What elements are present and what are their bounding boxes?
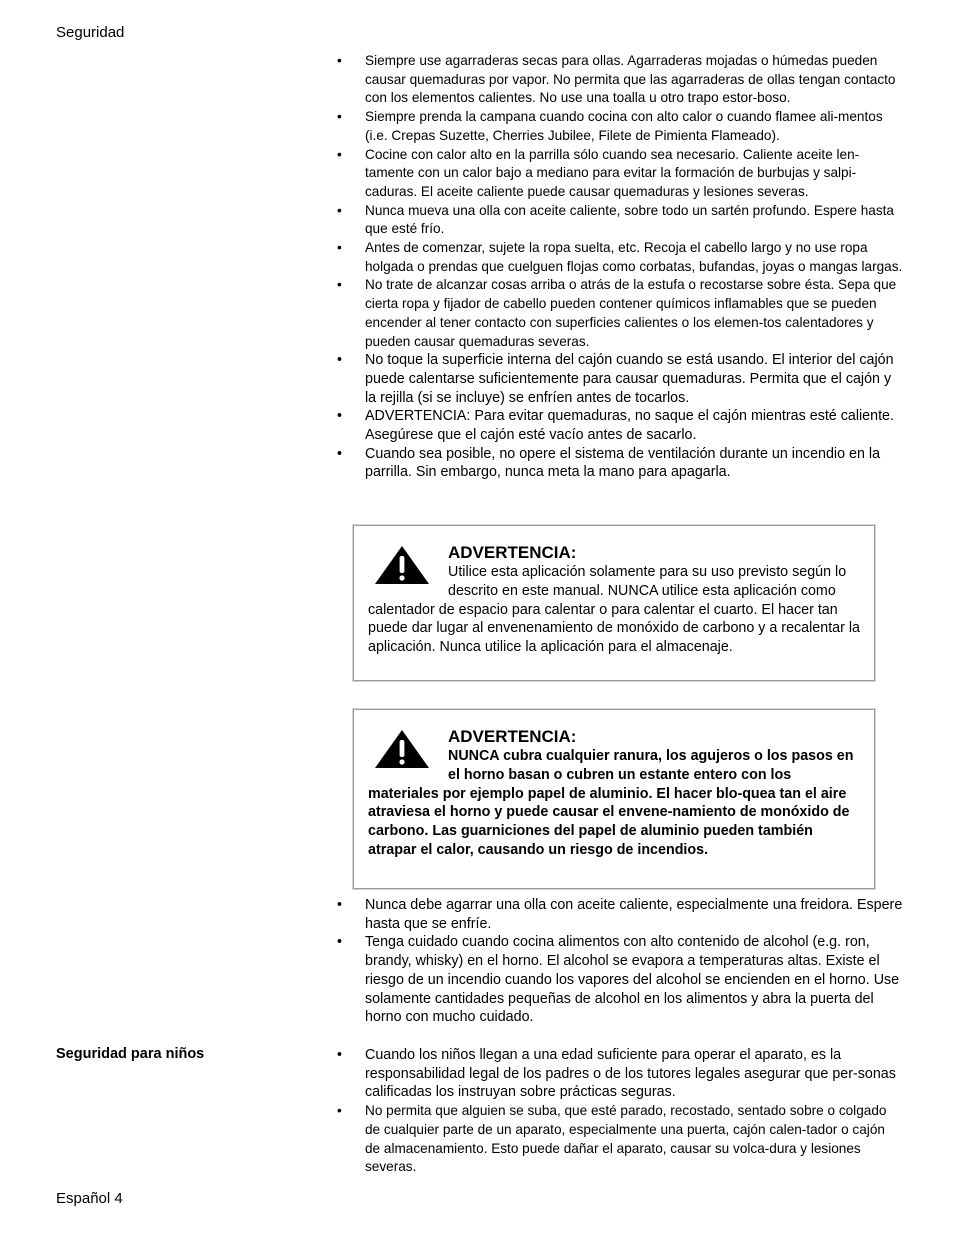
warning-box-cover-slots xyxy=(353,709,875,889)
warning-triangle-icon xyxy=(372,728,432,770)
safety-list-middle xyxy=(337,896,903,1027)
list-item: • No permita que alguien se suba, que esté parado, recostado, sentado sobre o colgado de cualquier parte de un aparato, especialmente una puerta, cajón calen-tador o cajón de almacenamiento. Esto puede dañar el aparato, causar su volca-dura y lesiones severas. xyxy=(337,1102,903,1177)
list-item: • Nunca mueva una olla con aceite caliente, sobre todo un sartén profundo. Espere hasta que esté frío. xyxy=(337,202,903,239)
safety-list-top xyxy=(337,52,903,482)
warning-text: NUNCA cubra cualquier ranura, los agujeros o los pasos en el horno basan o cubren un estante entero con los materiales por ejemplo papel de aluminio. El hacer blo-quea tan el aire atraviesa el horno y puede causar el envene-namiento de monóxido de carbono. Las guarniciones del papel de aluminio pueden también atrapar el calor, causando un riesgo de incendios. xyxy=(368,748,854,858)
list-item: • Antes de comenzar, sujete la ropa suelta, etc. Recoja el cabello largo y no use ropa holgada o prendas que cuelguen flojas como corbatas, bufandas, joyas o mangas largas. xyxy=(337,239,903,276)
warning-box-space-heater xyxy=(353,525,875,681)
list-item: • No toque la superficie interna del cajón cuando se está usando. El interior del cajón puede calentarse suficientemente para causar quemaduras. Permita que el cajón y la rejilla (si se incluye) se enfríen antes de tocarlos. xyxy=(337,351,903,407)
list-item: • Siempre prenda la campana cuando cocina con alto calor o cuando flamee ali-mentos (i.e. Crepas Suzette, Cherries Jubilee, Filete de Pimienta Flameado). xyxy=(337,108,903,145)
list-item: • Tenga cuidado cuando cocina alimentos con alto contenido de alcohol (e.g. ron, brandy, whisky) en el horno. El alcohol se evapora a temperaturas altas. Existe el riesgo de un incendio cuando los vapores del alcohol se encienden en el horno. Use solamente cantidades pequeñas de alcohol en los alimentos y abra la puerta del horno con mucho cuidado. xyxy=(337,933,903,1027)
list-item: • Siempre use agarraderas secas para ollas. Agarraderas mojadas o húmedas pueden causar quemaduras por vapor. No permita que las agarraderas de ollas tengan contacto con los elementos calientes. No use una toalla u otro trapo estor-boso. xyxy=(337,52,903,108)
list-item: • Nunca debe agarrar una olla con aceite caliente, especialmente una freidora. Espere hasta que se enfríe. xyxy=(337,896,903,933)
page-footer-number: Español 4 xyxy=(56,1190,123,1207)
list-item: • No trate de alcanzar cosas arriba o atrás de la estufa o recostarse sobre ésta. Sepa que cierta ropa y fijador de cabello pueden contener químicos inflamables que se pueden encender al tener contacto con superficies calientes o los elemen-tos calentadores y pueden causar quemaduras severas. xyxy=(337,276,903,351)
page-header-section: Seguridad xyxy=(56,24,125,41)
list-item: • Cocine con calor alto en la parrilla sólo cuando sea necesario. Caliente aceite len-tamente con un calor bajo a mediano para evitar la formación de burbujas y salpi-caduras. El aceite caliente puede causar quemaduras y lesiones severas. xyxy=(337,146,903,202)
list-item: • Cuando sea posible, no opere el sistema de ventilación durante un incendio en la parrilla. Sin embargo, nunca meta la mano para apagarla. xyxy=(337,445,903,482)
children-safety-list xyxy=(337,1046,903,1177)
warning-triangle-icon xyxy=(372,544,432,586)
warning-text: Utilice esta aplicación solamente para su uso previsto según lo descrito en este manual. NUNCA utilice esta aplicación como calentador de espacio para calentar o para calentar el cuarto. El hacer tan puede dar lugar al envenenamiento de monóxido de carbono y a recalentar la aplicación. Nunca utilice la aplicación para el almacenaje. xyxy=(368,564,860,656)
list-item: • ADVERTENCIA: Para evitar quemaduras, no saque el cajón mientras esté caliente. Asegúrese que el cajón esté vacío antes de sacarlo. xyxy=(337,407,903,444)
section-heading-children-safety: Seguridad para niños xyxy=(56,1046,205,1062)
warning-title: ADVERTENCIA: xyxy=(448,727,577,746)
list-item: • Cuando los niños llegan a una edad suficiente para operar el aparato, es la responsabilidad legal de los padres o de los tutores legales asegurar que per-sonas calificadas los instruyan sobre prácticas seguras. xyxy=(337,1046,903,1102)
warning-title: ADVERTENCIA: xyxy=(448,543,577,562)
